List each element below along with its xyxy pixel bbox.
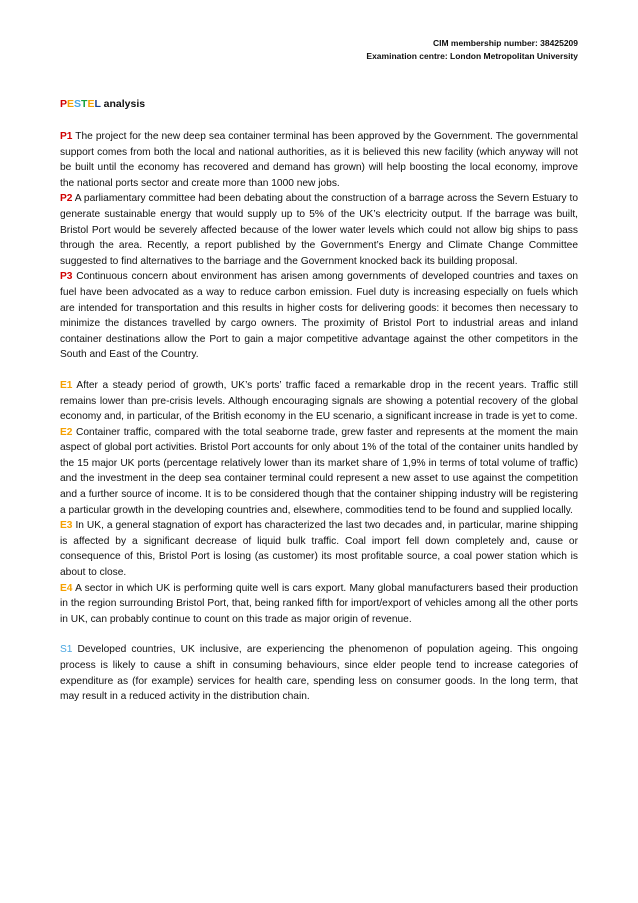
title-letter-p: P	[60, 98, 68, 110]
text-s1: Developed countries, UK inclusive, are experiencing the phenomenon of population ageing. This ongoing process is likely to cause a shift in consuming behaviours, since elder people tend to increase categories of expenditure as (for example) services for health care, spending less on consumer goods. In the long term, that may result in a reduced activity in the distribution chain.	[60, 644, 578, 703]
label-e3: E3	[60, 520, 73, 532]
label-e4: E4	[60, 582, 73, 594]
text-p3: Continuous concern about environment has arisen among governments of developed countries and taxes on fuel have been advocated as a way to reduce carbon emission. Fuel duty is increasing especially on fuels which are intended for transportation and this results in higher costs for delivering goods: it becomes then necessary to minimize the distances travelled by cargo owners. The proximity of Bristol Port to industrial areas and inland container destinations allow the Port to gain a major competitive advantage against the other competitors in the South and East of the Country.	[60, 271, 578, 361]
text-p2: A parliamentary committee had been debating about the construction of a barrage across the Severn Estuary to generate sustainable energy that would supply up to 5% of the UK’s electricity output. If the barrage was built, Bristol Port would be severely affected because of the lower water levels which could not allow big ships to pass through the area. Recently, a report published by the Government’s Energy and Climate Change Committee suggested to find alternatives to the barriage and the Government knocked back its building proposal.	[60, 193, 578, 267]
text-p1: The project for the new deep sea container terminal has been approved by the Government. The governmental support comes from both the local and national authorities, as it is believed this new facility (which anyway will not be built until the economy has recovered and demand has grown) will help boosting the local economy, improve the national ports sector and create more than 1000 new jobs.	[60, 131, 578, 189]
paragraph-e3	[60, 518, 578, 580]
label-e2: E2	[60, 426, 73, 438]
text-e2: Container traffic, compared with the total seaborne trade, grew faster and represents at the moment the main aspect of global port activities. Bristol Port accounts for only about 1% of the total of the container units handled by the 15 major UK ports (percentage relatively lower than its market share of 1,9% in terms of total volume of traffic) and the investment in the deep sea container terminal could represent a new asset to use against the competition and a further source of income. It is to be considered though that the container shipping industry will be registering a particular growth in the developing countries and, elsewhere, commodities tend to be found and supplied locally.	[60, 426, 578, 516]
title-letter-s: S	[74, 98, 82, 110]
paragraph-s1	[60, 642, 578, 704]
title-letter-t: T	[81, 98, 88, 110]
spacer	[60, 363, 578, 378]
paragraph-e1	[60, 378, 578, 425]
text-e3: In UK, a general stagnation of export has characterized the last two decades and, in particular, marine shipping is affected by a significant decrease of liquid bulk traffic. Coal import fell down completely and, cause or consequence of this, Bristol Port is losing (as customer) its most profitable source, a coal power station which is about to close.	[60, 520, 578, 579]
examination-centre: Examination centre: London Metropolitan University	[366, 51, 578, 61]
text-e4: A sector in which UK is performing quite well is cars export. Many global manufacturers based their production in the region surrounding Bristol Port, that, being ranked fifth for import/export of vehicles among all the other ports in UK, can probably continue to count on this trade as major origin of revenue.	[60, 582, 578, 625]
text-e1: After a steady period of growth, UK’s ports’ traffic faced a remarkable drop in the recent years. Traffic still remains lower than pre-crisis levels. Although encouraging signals are showing a potential recovery of the global economy and, in particular, of the British economy in the EU scenario, a significant increase in trade is yet to come.	[60, 379, 578, 423]
membership-number: CIM membership number: 38425209	[432, 38, 578, 48]
spacer	[60, 627, 578, 642]
document-body	[60, 96, 578, 705]
title-letter-l: L	[94, 98, 101, 110]
paragraph-e2	[60, 425, 578, 519]
label-p2: P2	[60, 193, 73, 205]
paragraph-p2	[60, 191, 578, 269]
title-letter-e: E	[67, 98, 75, 110]
label-p3: P3	[60, 271, 73, 283]
paragraph-p1	[60, 129, 578, 191]
title-letter-e2: E	[87, 98, 95, 110]
label-p1: P1	[60, 131, 73, 142]
page-header	[366, 37, 578, 63]
paragraph-p3	[60, 269, 578, 363]
paragraph-e4	[60, 581, 578, 628]
label-s1: S1	[60, 644, 73, 656]
section-title	[60, 96, 578, 112]
label-e1: E1	[60, 379, 73, 391]
title-rest: analysis	[100, 98, 146, 110]
